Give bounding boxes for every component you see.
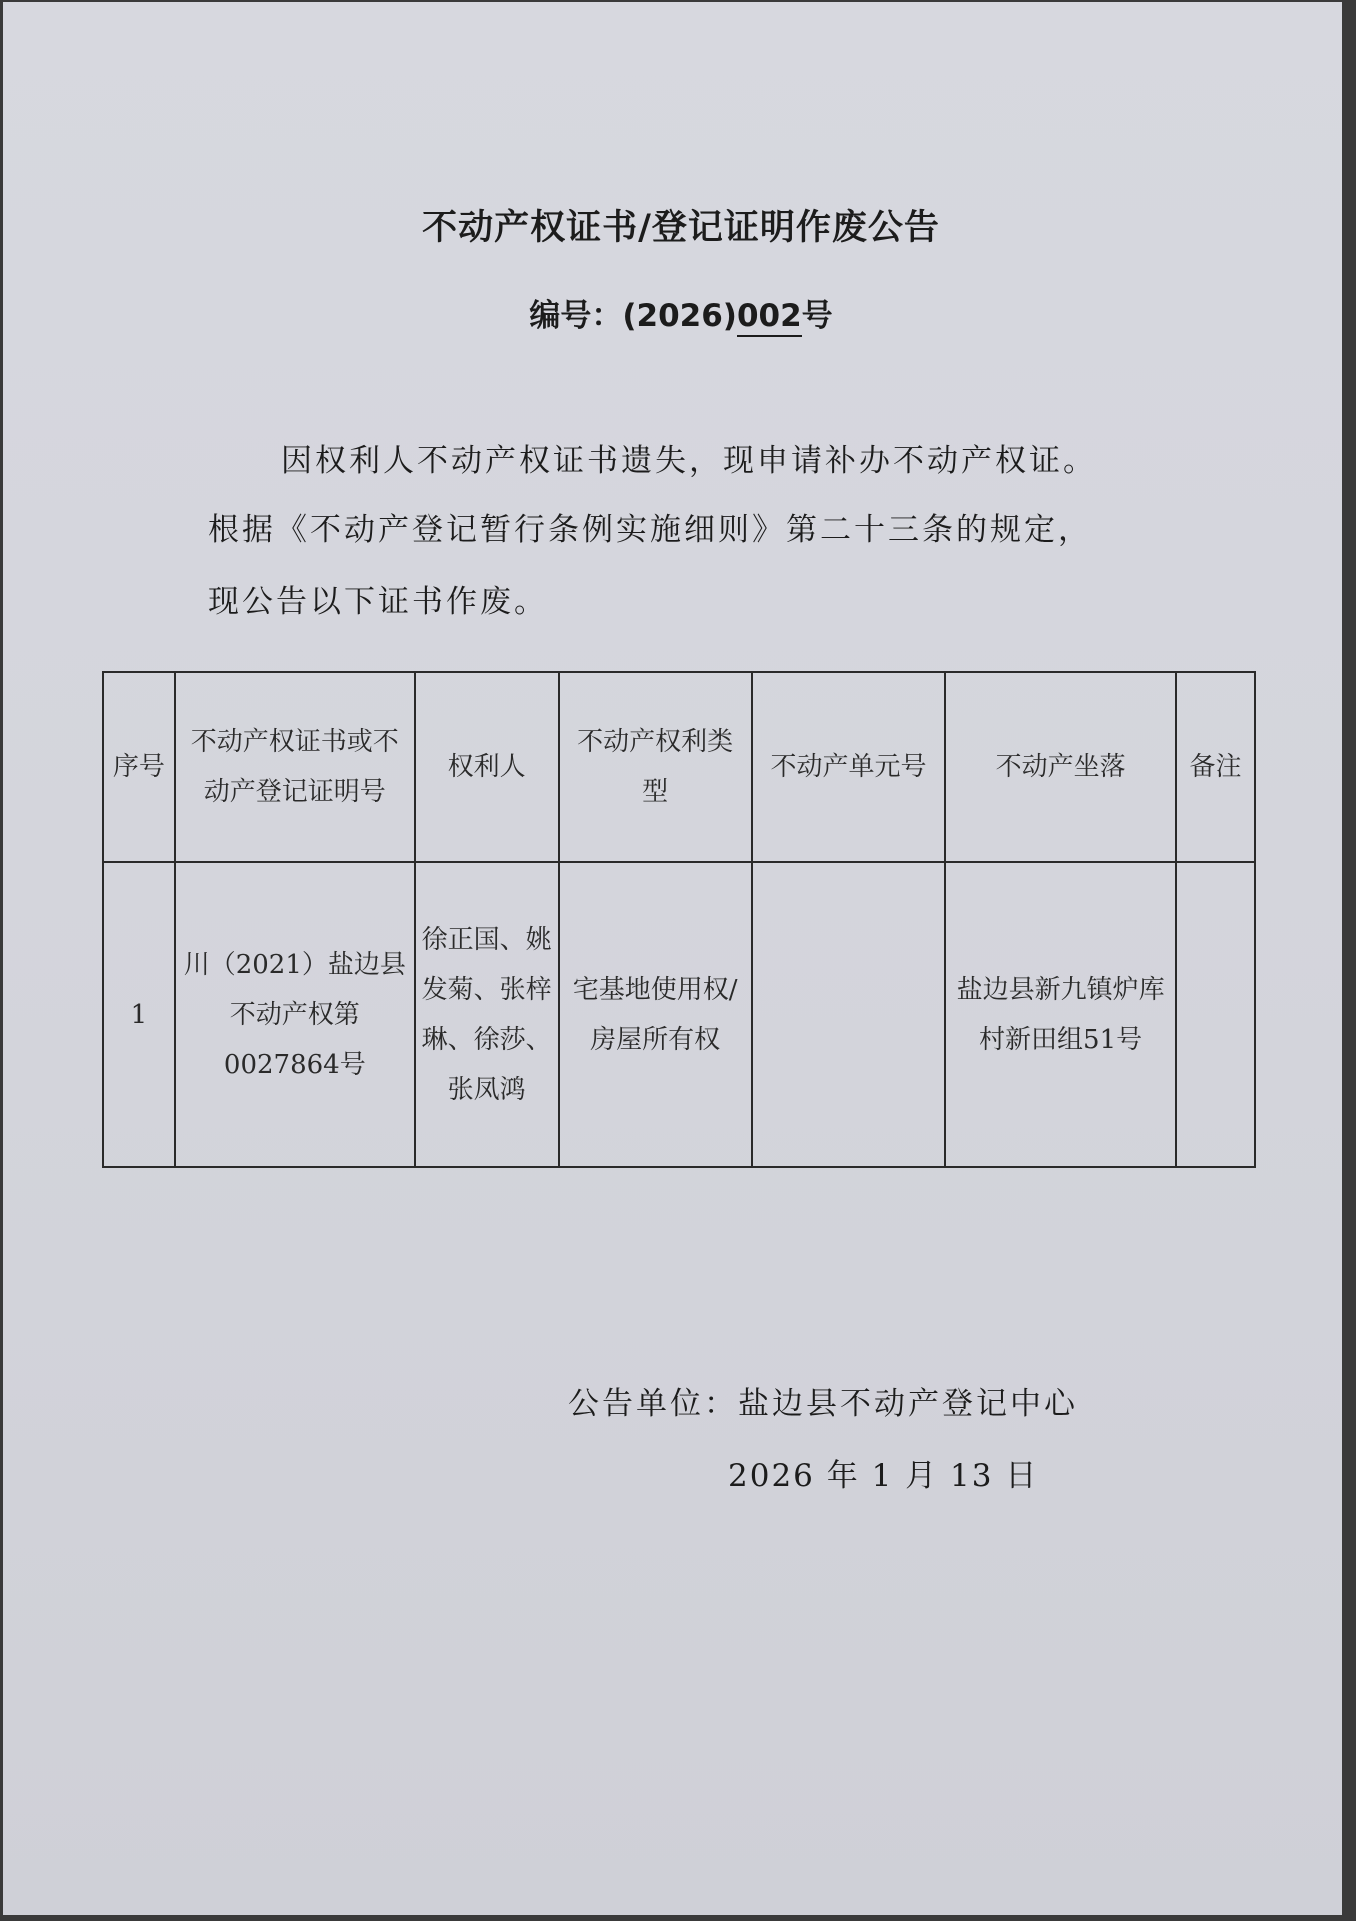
notice-paragraph-line-3: 现公告以下证书作废。 [208, 584, 548, 620]
cell-seq: 1 [103, 862, 175, 1167]
document-number-prefix: 编号：(2026) [529, 298, 737, 334]
document-number-value: 002 [737, 298, 802, 337]
document-number-suffix: 号 [801, 298, 833, 334]
notice-paragraph-line-2: 根据《不动产登记暂行条例实施细则》第二十三条的规定， [208, 512, 1092, 548]
cell-holder: 徐正国、姚发菊、张梓琳、徐莎、张凤鸿 [415, 862, 559, 1167]
cell-location: 盐边县新九镇炉库村新田组51号 [945, 862, 1176, 1167]
page-title: 不动产权证书/登记证明作废公告 [422, 208, 940, 248]
cell-right-type: 宅基地使用权/房屋所有权 [559, 862, 752, 1167]
table-header-row [103, 672, 1255, 862]
header-seq: 序号 [103, 672, 175, 862]
header-unit-no: 不动产单元号 [752, 672, 945, 862]
cell-cert-no: 川（2021）盐边县不动产权第0027864号 [175, 862, 415, 1167]
issuing-authority: 公告单位：盐边县不动产登记中心 [568, 1386, 1078, 1422]
issue-date: 2026 年 1 月 13 日 [728, 1458, 1039, 1494]
header-holder: 权利人 [415, 672, 559, 862]
cell-unit-no [752, 862, 945, 1167]
header-location: 不动产坐落 [945, 672, 1176, 862]
header-remark: 备注 [1176, 672, 1255, 862]
void-certificate-table [102, 671, 1256, 1168]
header-right-type: 不动产权利类 型 [559, 672, 752, 862]
document-number [3, 290, 1356, 335]
table-row [103, 862, 1255, 1167]
header-cert-no: 不动产权证书或不动产登记证明号 [175, 672, 415, 862]
notice-paragraph-line-1: 因权利人不动产权证书遗失，现申请补办不动产权证。 [281, 443, 1097, 479]
cell-remark [1176, 862, 1255, 1167]
